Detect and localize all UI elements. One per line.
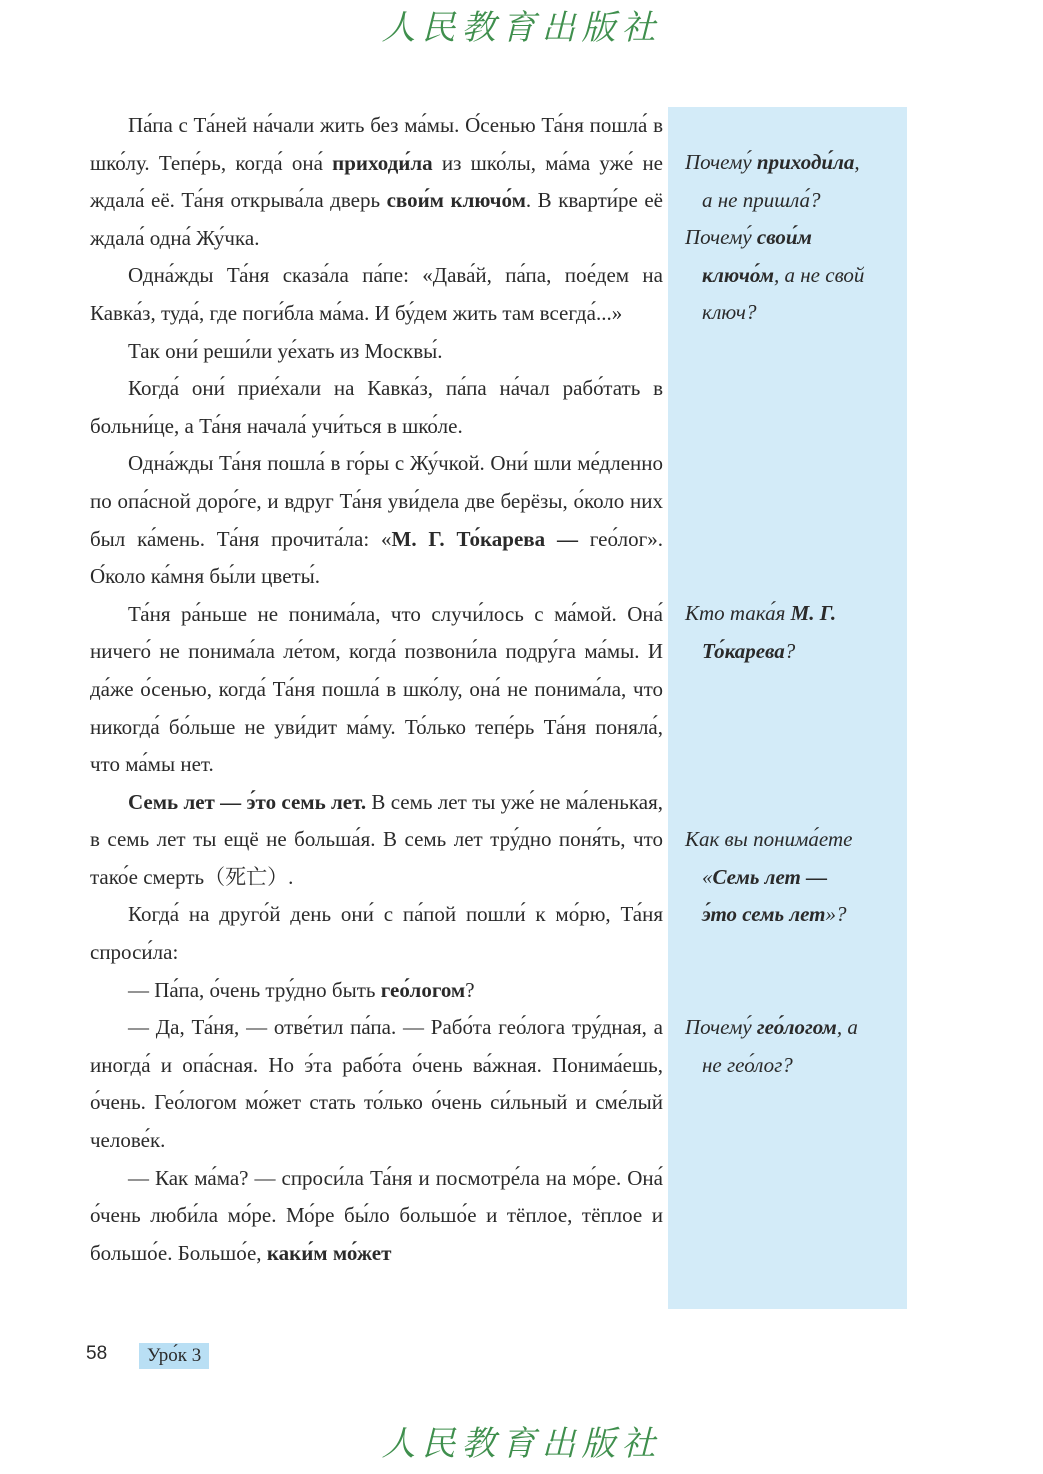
paragraph: — Па́па, о́чень тру́дно быть гео́логом? [128, 977, 475, 1002]
bold-phrase: свои́м ключо́м [386, 188, 526, 213]
bold-phrase: каки́м мо́жет [266, 1240, 392, 1265]
bold-phrase: гео́логом [756, 1015, 837, 1039]
paragraph: Одна́жды Та́ня пошла́ в го́ры с Жу́чкой. Они́ шли ме́дленно по опа́сной доро́ге, и вдруг Та́ня уви́дела две берёзы, о́коло них был ка́мень. Та́ня прочита́ла: «М. Г. То́карева — гео́лог». О́коло ка́мня бы́ли цветы́. [90, 451, 664, 589]
paragraph: Когда́ они́ прие́хали на Кавка́з, па́па на́чал рабо́тать в больни́це, а Та́ня начала́ учи́ться в шко́ле. [90, 376, 663, 438]
margin-question [685, 821, 900, 934]
question-line: Кто така́я М. Г. [685, 601, 837, 625]
paragraph: Одна́жды Та́ня сказа́ла па́пе: «Дава́й, па́па, пое́дем на Кавка́з, туда́, где поги́бла ма́ма. И бу́дем жить там всегда́...» [90, 263, 663, 325]
question-line: а не пришла́? [702, 187, 821, 212]
paragraph: — Как ма́ма? — спроси́ла Та́ня и посмотре́ла на мо́ре. Она́ о́чень люби́ла мо́ре. Мо́ре бы́ло большо́е и тёплое, тёплое и большо́е. Большо́е, каки́м мо́жет [90, 1165, 663, 1265]
bold-phrase: э́то семь лет [702, 902, 826, 927]
margin-question [685, 595, 900, 670]
question-line: Почему́ гео́логом, а [685, 1015, 858, 1039]
bold-phrase: свои́м [756, 225, 812, 249]
question-line: э́то семь лет»? [702, 902, 847, 927]
question-line: Как вы понима́ете [685, 827, 853, 851]
bold-phrase: ключо́м [702, 262, 775, 287]
bold-phrase: Семь лет — э́то семь лет. [128, 789, 367, 814]
question-line: Почему́ свои́м [685, 225, 812, 249]
bold-phrase: М. Г. [790, 601, 837, 625]
question-line: ключо́м, а не свой [702, 262, 865, 287]
bold-phrase: М. Г. То́карева — [391, 526, 578, 551]
question-line: не гео́лог? [702, 1052, 793, 1077]
paragraph: — Да, Та́ня, — отве́тил па́па. — Рабо́та гео́лога тру́дная, а иногда́ и опа́сная. Но э́та рабо́та о́чень ва́жная. Понима́ешь, о́чень. Гео́логом мо́жет стать то́лько о́чень си́льный и сме́лый челове́к. [90, 1015, 663, 1153]
paragraph: Та́ня ра́ньше не понима́ла, что случи́лось с ма́мой. Она́ ничего́ не понима́ла ле́том, когда́ позвони́ла подру́га ма́мы. И да́же о́сенью, когда́ Та́ня пошла́ в шко́лу, она́ не понима́ла, что никогда́ бо́льше не уви́дит ма́му. То́лько тепе́рь Та́ня поняла́, что ма́мы нет. [90, 601, 663, 777]
question-line: ключ? [702, 300, 757, 325]
publisher-logo-top: 人民教育出版社 [381, 8, 662, 48]
paragraph: Па́па с Та́ней на́чали жить без ма́мы. О́сенью Та́ня пошла́ в шко́лу. Тепе́рь, когда́ она́ приходи́ла из шко́лы, ма́ма уже́ не ждала́ её. Та́ня открыва́ла дверь свои́м ключо́м. В кварти́ре её ждала́ одна́ Жу́чка. [90, 113, 664, 250]
margin-question [685, 219, 900, 332]
bold-phrase: Семь лет — [712, 864, 828, 889]
publisher-logo-bottom: 人民教育出版社 [381, 1424, 662, 1464]
page-number: 58 [86, 1343, 108, 1364]
question-line: То́карева? [702, 638, 796, 663]
main-text [90, 107, 663, 1272]
question-line: «Семь лет — [702, 864, 828, 889]
question-line: Почему́ приходи́ла, [685, 150, 860, 174]
bold-phrase: То́карева [702, 638, 785, 663]
bold-phrase: приходи́ла [756, 150, 855, 174]
margin-question [685, 1009, 900, 1084]
bold-phrase: гео́логом [380, 977, 466, 1002]
margin-question [685, 144, 900, 219]
lesson-label: Уро́к 3 [139, 1343, 209, 1369]
bold-phrase: приходи́ла [332, 150, 433, 175]
paragraph: Так они́ реши́ли уе́хать из Москвы́. [128, 338, 443, 363]
paragraph: Семь лет — э́то семь лет. В семь лет ты уже́ не ма́ленькая, в семь лет ты ещё не больша́я. В семь лет тру́дно поня́ть, что тако́е смерть（死亡）. [90, 789, 663, 889]
paragraph: Когда́ на друго́й день они́ с па́пой пошли́ к мо́рю, Та́ня спроси́ла: [90, 902, 663, 965]
